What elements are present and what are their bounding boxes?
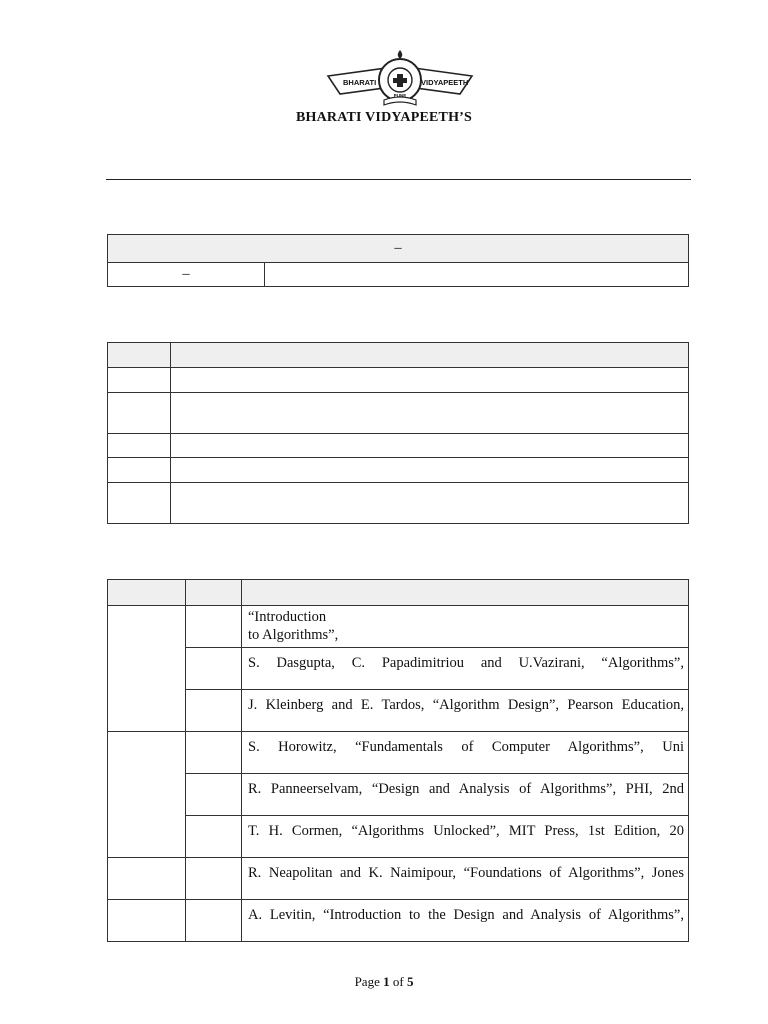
ref-number-cell [186,900,242,942]
outcome-desc-cell [171,458,689,483]
logo-text-bottom: PUNE [393,93,407,98]
logo-flame [398,50,403,59]
outcome-desc-cell [171,393,689,434]
outcome-desc-cell [171,483,689,524]
ref-number-cell [186,732,242,774]
reference-entry: T. H. Cormen, “Algorithms Unlocked”, MIT Press, 1st Edition, 20 [242,816,689,858]
outcome-id-cell [108,483,171,524]
reference-entry: R. Neapolitan and K. Naimipour, “Foundations of Algorithms”, Jones [242,858,689,900]
ref-header-details [242,580,689,606]
reference-entry: J. Kleinberg and E. Tardos, “Algorithm Design”, Pearson Education, [242,690,689,732]
ref-type-cell [108,858,186,900]
ref-number-cell [186,816,242,858]
page-footer [0,974,768,990]
logo-book [384,97,416,105]
ref-number-cell [186,606,242,648]
ref-header-type [108,580,186,606]
reference-entry: S. Dasgupta, C. Papadimitriou and U.Vazirani, “Algorithms”, [242,648,689,690]
references-table [107,579,689,942]
logo-text-left: BHARATI [343,78,377,87]
ref-header-no [186,580,242,606]
course-title-cell: – [108,235,689,263]
reference-entry: S. Horowitz, “Fundamentals of Computer Algorithms”, Uni [242,732,689,774]
ref-type-cell [108,732,186,858]
reference-entry [242,606,689,648]
outcome-id-cell [108,368,171,393]
ref-type-cell [108,606,186,732]
outcome-id-cell [108,434,171,458]
ref-number-cell [186,648,242,690]
outcomes-table [107,342,689,524]
ref-number-cell [186,690,242,732]
page-label: Page [354,974,380,989]
page-total: 5 [406,974,414,989]
reference-line: “Introduction [248,609,327,625]
logo-text-right: VIDYAPEETH [421,78,469,87]
outcome-id-cell [108,458,171,483]
outcome-id-cell [108,393,171,434]
reference-entry: R. Panneerselvam, “Design and Analysis of Algorithms”, PHI, 2nd [242,774,689,816]
ref-number-cell [186,774,242,816]
reference-line: to Algorithms”, [248,627,339,643]
outcome-desc-cell [171,368,689,393]
course-value-cell [265,263,689,287]
outcome-header-id [108,343,171,368]
outcome-header-desc [171,343,689,368]
outcome-desc-cell [171,434,689,458]
course-code-cell: – [108,263,265,287]
course-info-table [107,234,689,287]
ref-type-cell [108,900,186,942]
institution-logo [326,50,474,112]
ref-number-cell [186,858,242,900]
reference-entry: A. Levitin, “Introduction to the Design and Analysis of Algorithms”, [242,900,689,942]
institution-name: BHARATI VIDYAPEETH’S [295,110,473,125]
page-of-label: of [392,974,404,989]
page-current: 1 [383,974,390,989]
header-rule [106,179,691,180]
